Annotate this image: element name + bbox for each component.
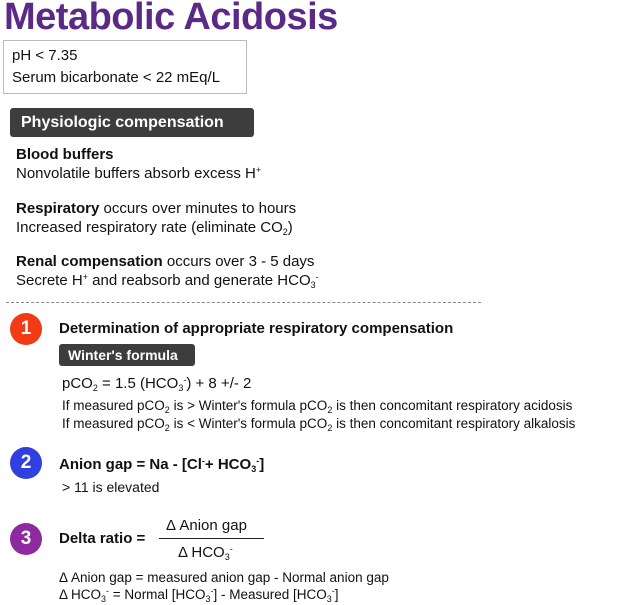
blood-buffers-text: Nonvolatile buffers absorb excess H+ — [16, 165, 262, 182]
delta-bicarbonate-definition: Δ $HCO_3^-$ = Normal $[HCO_3^-]$ - Measured $[HCO_3^-]$ — [59, 586, 339, 604]
renal-title: Renal compensation occurs over 3 - 5 days — [16, 253, 315, 270]
delta-ratio-label: Delta ratio = — [59, 530, 146, 547]
step-1-badge: 1 — [10, 313, 42, 345]
fraction-bar — [159, 538, 264, 539]
compensation-header: Physiologic compensation — [10, 108, 254, 137]
diagnostic-criteria-box — [3, 40, 247, 94]
acidosis-interpretation: If measured pCO$_2$ is > Winter's formula pCO$_2$ is then concomitant respiratory acidosis — [62, 398, 573, 415]
winters-formula-badge: Winter's formula — [59, 344, 195, 366]
respiratory-title: Respiratory occurs over minutes to hours — [16, 200, 297, 217]
delta-anion-gap-definition: Δ Anion gap = measured anion gap - Normal anion gap — [59, 570, 389, 585]
anion-gap-note: > 11 is elevated — [62, 479, 160, 495]
bicarbonate-criterion: Serum bicarbonate < 22 mEq/L — [12, 69, 221, 86]
ph-criterion: pH < 7.35 — [12, 47, 78, 64]
section-divider — [6, 302, 481, 303]
winters-formula: pCO$_2$ = 1.5 $(HCO_3^-) + 8$ +/- 2 — [62, 375, 252, 393]
step-3-badge: 3 — [10, 523, 42, 555]
blood-buffers-title: Blood buffers — [16, 146, 114, 163]
step-2-badge: 2 — [10, 447, 42, 479]
delta-ratio-denominator: Δ $HCO_3^-$ — [178, 544, 233, 562]
delta-ratio-numerator: Δ Anion gap — [166, 517, 247, 534]
page-title: Metabolic Acidosis — [4, 0, 338, 38]
renal-text: Secrete H+ and reabsorb and generate $HCO_3^-$ — [16, 272, 319, 290]
anion-gap-formula: Anion gap = $Na - [Cl^-+ HCO_3^-]$ — [59, 456, 265, 474]
alkalosis-interpretation: If measured pCO$_2$ is < Winter's formula pCO$_2$ is then concomitant respiratory alkalosis — [62, 416, 576, 433]
respiratory-text: Increased respiratory rate (eliminate $CO_2$) — [16, 219, 293, 237]
step-1-heading: Determination of appropriate respiratory compensation — [59, 320, 454, 337]
